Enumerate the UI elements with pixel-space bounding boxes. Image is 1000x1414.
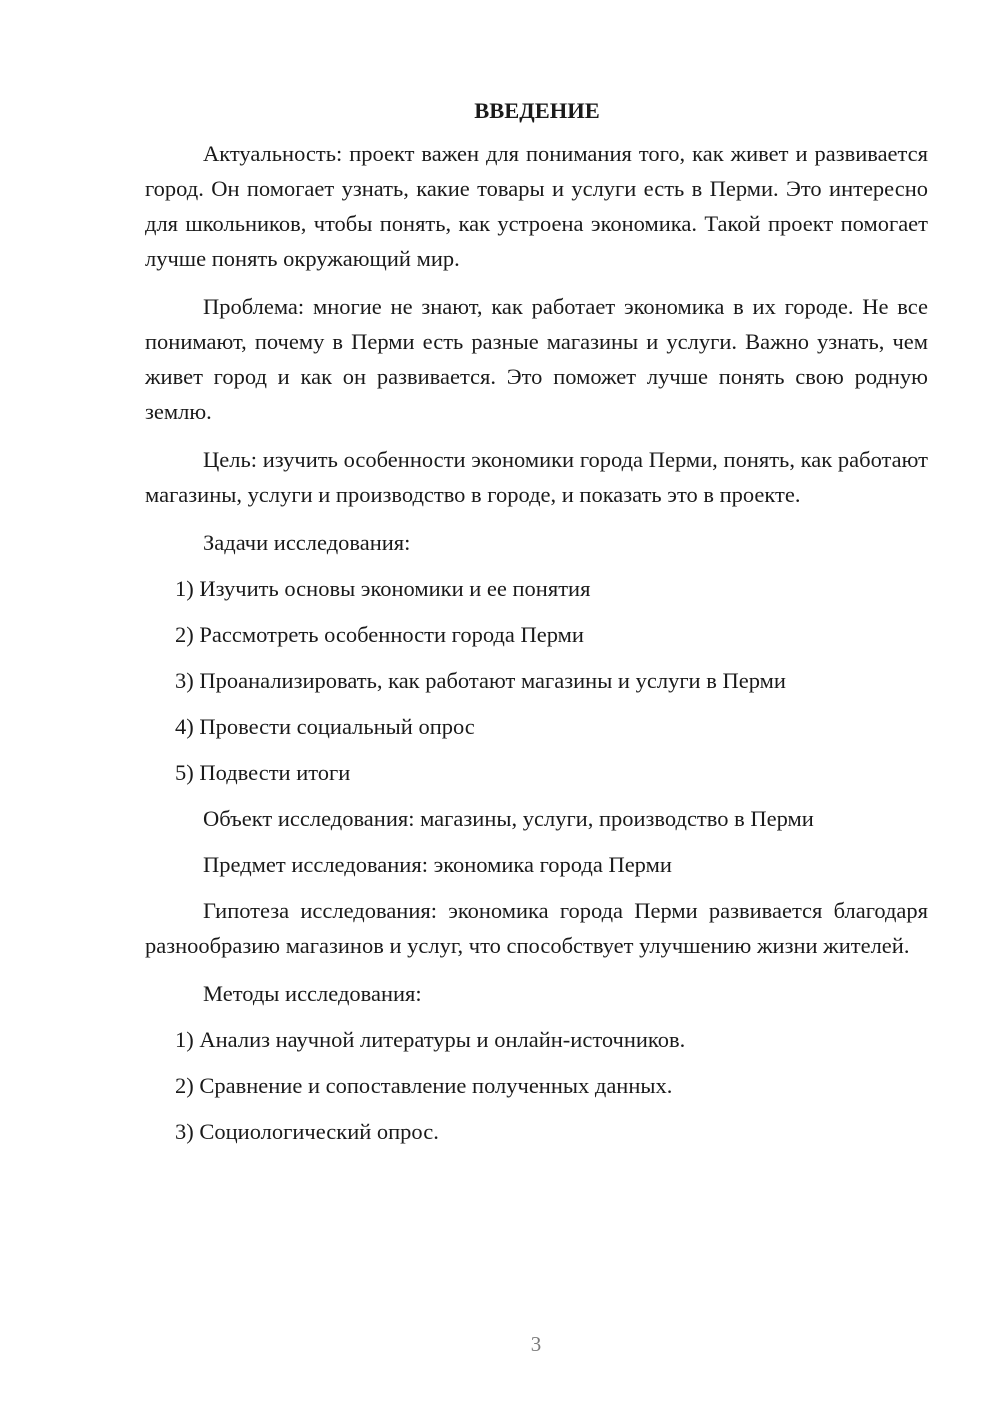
task-item: 3) Проанализировать, как работают магазины и услуги в Перми — [175, 668, 786, 693]
method-item: 3) Социологический опрос. — [175, 1119, 439, 1144]
goal-paragraph: Цель: изучить особенности экономики города Перми, понять, как работают магазины, услуги и производство в городе, и показать это в проекте. — [145, 447, 928, 507]
page-number: 3 — [530, 1332, 542, 1356]
relevance-paragraph: Актуальность: проект важен для понимания того, как живет и развивается город. Он помогает узнать, какие товары и услуги есть в Перми. Это интересно для школьников, чтобы понять, как устроена экономика. Такой проект помогает лучше понять окружающий мир. — [145, 141, 928, 271]
task-item: 1) Изучить основы экономики и ее понятия — [175, 576, 591, 601]
task-item: 5) Подвести итоги — [175, 760, 351, 785]
tasks-heading: Задачи исследования: — [203, 530, 411, 555]
page-content — [145, 94, 928, 1160]
page-title: ВВЕДЕНИЕ — [474, 98, 600, 123]
research-object: Объект исследования: магазины, услуги, производство в Перми — [203, 806, 814, 831]
hypothesis-paragraph: Гипотеза исследования: экономика города Перми развивается благодаря разнообразию магазинов и услуг, что способствует улучшению жизни жителей. — [145, 898, 928, 958]
method-item: 2) Сравнение и сопоставление полученных данных. — [175, 1073, 673, 1098]
problem-paragraph: Проблема: многие не знают, как работает экономика в их городе. Не все понимают, почему в Перми есть разные магазины и услуги. Важно узнать, чем живет город и как он развивается. Это поможет лучше понять свою родную землю. — [145, 294, 928, 424]
task-item: 4) Провести социальный опрос — [175, 714, 475, 739]
methods-heading: Методы исследования: — [203, 981, 422, 1006]
method-item: 1) Анализ научной литературы и онлайн-источников. — [175, 1027, 686, 1052]
research-subject: Предмет исследования: экономика города Перми — [203, 852, 672, 877]
task-item: 2) Рассмотреть особенности города Перми — [175, 622, 584, 647]
